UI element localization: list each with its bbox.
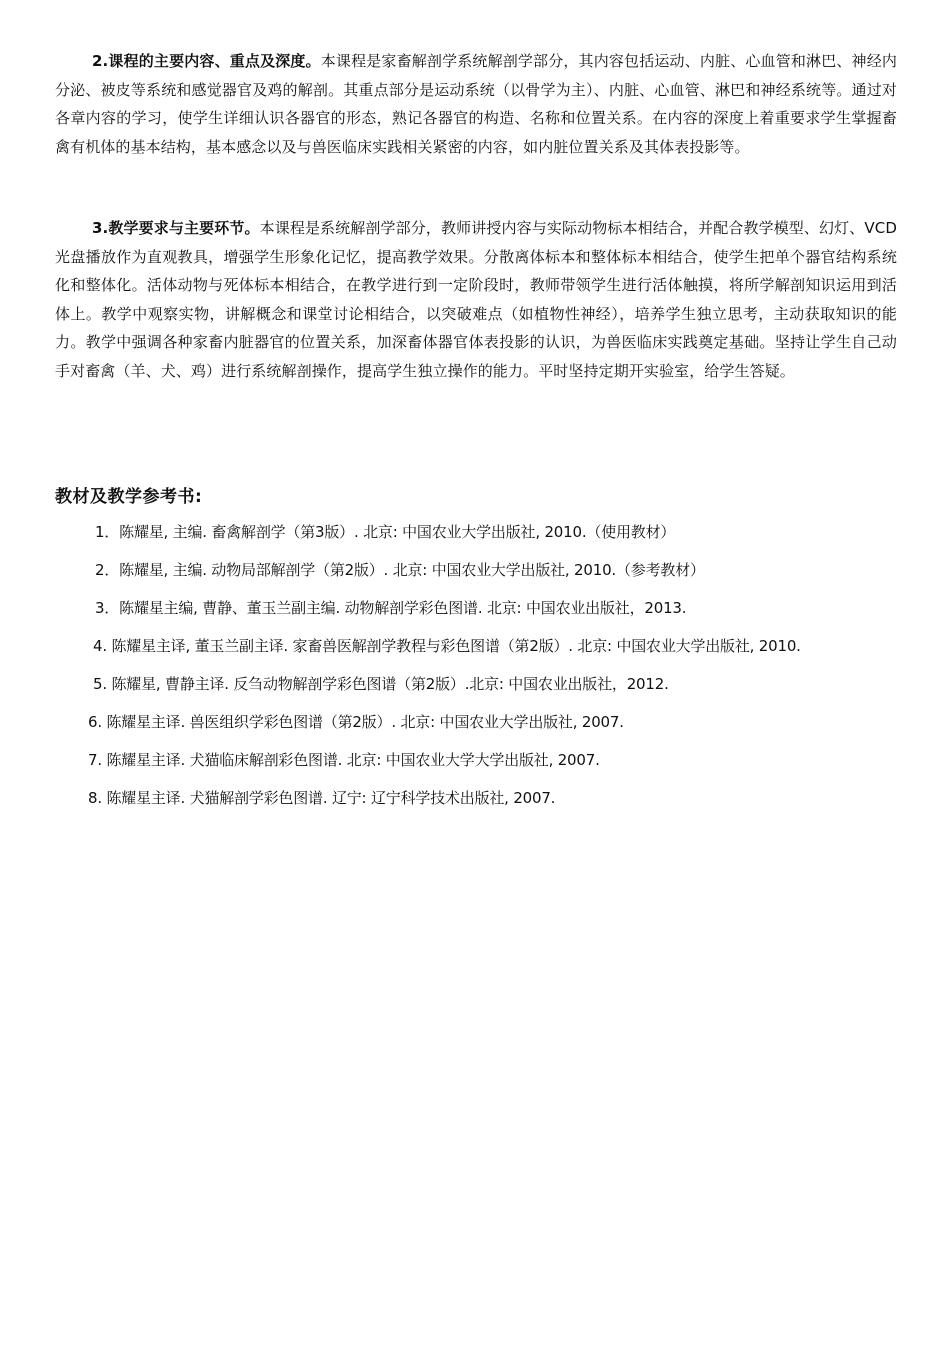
reference-item: 8. 陈耀星主译. 犬猫解剖学彩色图谱. 辽宁: 辽宁科学技术出版社, 2007. <box>88 789 556 807</box>
references-title: 教材及教学参考书: <box>55 487 203 507</box>
section-3-paragraph <box>55 214 897 385</box>
section-2-body: 本课程是家畜解剖学系统解剖学部分，其内容包括运动、内脏、心血管和淋巴、神经内分泌、被皮等系统和感觉器官及鸡的解剖。其重点部分是运动系统（以骨学为主）、内脏、心血管、淋巴和神经系统等。通过对各章内容的学习，使学生详细认识各器官的形态，熟记各器官的构造、名称和位置关系。在内容的深度上着重要求学生掌握畜禽有机体的基本结构，基本感念以及与兽医临床实践相关紧密的内容，如内脏位置关系及其体表投影等。 <box>55 52 897 156</box>
section-3-heading: 3.教学要求与主要环节。 <box>92 219 260 237</box>
reference-item: 6. 陈耀星主译. 兽医组织学彩色图谱（第2版）. 北京: 中国农业大学出版社, 2007. <box>88 713 624 731</box>
reference-item: 2．陈耀星, 主编. 动物局部解剖学（第2版）. 北京: 中国农业大学出版社, 2010.（参考教材） <box>95 561 705 579</box>
section-2-heading: 2.课程的主要内容、重点及深度。 <box>92 52 321 70</box>
reference-item: 5. 陈耀星, 曹静主译. 反刍动物解剖学彩色图谱（第2版）.北京: 中国农业出版社，2012. <box>93 675 669 693</box>
section-2-paragraph <box>55 47 897 161</box>
section-3-body: 本课程是系统解剖学部分，教师讲授内容与实际动物标本相结合，并配合教学模型、幻灯、VCD光盘播放作为直观教具，增强学生形象化记忆，提高教学效果。分散离体标本和整体标本相结合，使学生把单个器官结构系统化和整体化。活体动物与死体标本相结合，在教学进行到一定阶段时，教师带领学生进行活体触摸，将所学解剖知识运用到活体上。教学中观察实物，讲解概念和课堂讨论相结合，以突破难点（如植物性神经），培养学生独立思考，主动获取知识的能力。教学中强调各种家畜内脏器官的位置关系，加深畜体器官体表投影的认识，为兽医临床实践奠定基础。坚持让学生自己动手对畜禽（羊、犬、鸡）进行系统解剖操作，提高学生独立操作的能力。平时坚持定期开实验室，给学生答疑。 <box>55 219 898 380</box>
reference-item: 3．陈耀星主编, 曹静、董玉兰副主编. 动物解剖学彩色图谱. 北京: 中国农业出版社，2013. <box>95 599 687 617</box>
reference-item: 1．陈耀星, 主编. 畜禽解剖学（第3版）. 北京: 中国农业大学出版社, 2010.（使用教材） <box>95 523 676 541</box>
reference-item: 4. 陈耀星主译, 董玉兰副主译. 家畜兽医解剖学教程与彩色图谱（第2版）. 北京: 中国农业大学出版社, 2010. <box>93 637 801 655</box>
reference-item: 7. 陈耀星主译. 犬猫临床解剖彩色图谱. 北京: 中国农业大学大学出版社, 2007. <box>88 751 600 769</box>
